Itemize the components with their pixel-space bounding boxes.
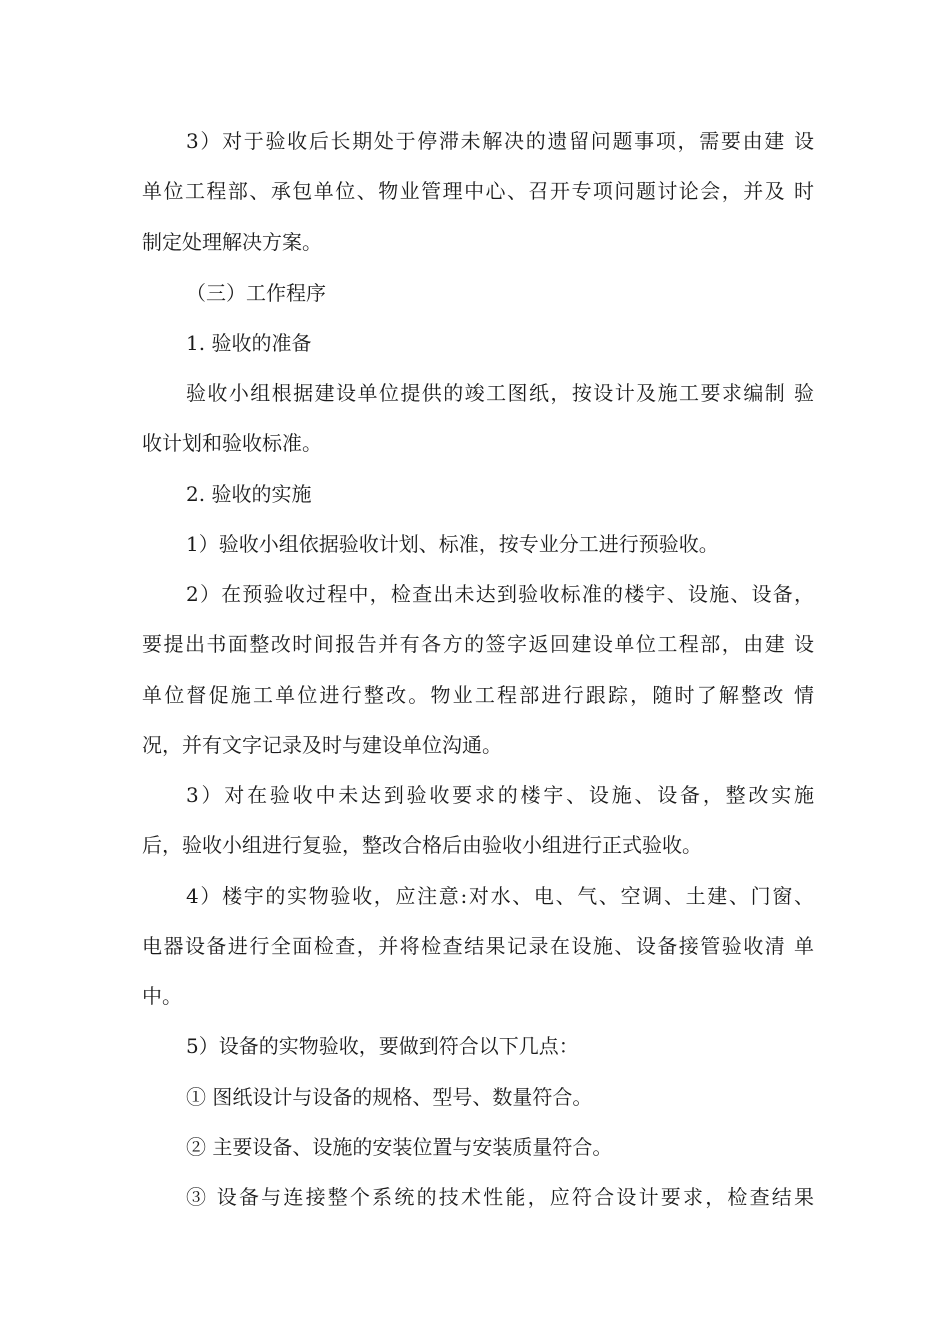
subsection-heading: 2. 验收的实施 [186,482,312,506]
paragraph-line: 1）验收小组依据验收计划、标准，按专业分工进行预验收。 [186,532,719,556]
paragraph-line: 制定处理解决方案。 [142,230,322,254]
paragraph-line: 后，验收小组进行复验，整改合格后由验收小组进行正式验收。 [142,833,702,857]
paragraph-line: 3）对在验收中未达到验收要求的楼宇、设施、设备，整改实施 [186,783,814,807]
paragraph-line: 5）设备的实物验收，要做到符合以下几点： [186,1034,579,1058]
section-heading: （三）工作程序 [186,281,326,305]
paragraph-line: 中。 [142,984,182,1008]
list-item: ① 图纸设计与设备的规格、型号、数量符合。 [186,1085,593,1109]
paragraph-line: 单位督促施工单位进行整改。物业工程部进行跟踪，随时了解整改 情 [142,683,814,707]
list-item: ② 主要设备、设施的安装位置与安装质量符合。 [186,1135,613,1159]
paragraph-line: 要提出书面整改时间报告并有各方的签字返回建设单位工程部，由建 设 [142,632,814,656]
paragraph-line: 电器设备进行全面检查，并将检查结果记录在设施、设备接管验收清 单 [142,934,814,958]
paragraph-line: 4）楼宇的实物验收，应注意:对水、电、气、空调、土建、门窗、 [186,884,814,908]
subsection-heading: 1. 验收的准备 [186,331,312,355]
paragraph-line: 收计划和验收标准。 [142,431,322,455]
paragraph-line: 2）在预验收过程中，检查出未达到验收标准的楼宇、设施、设备， [186,582,814,606]
list-item: ③ 设备与连接整个系统的技术性能，应符合设计要求，检查结果 [186,1185,814,1209]
paragraph-line: 3）对于验收后长期处于停滞未解决的遗留问题事项，需要由建 设 [186,129,814,153]
paragraph-line: 况，并有文字记录及时与建设单位沟通。 [142,733,502,757]
paragraph-line: 验收小组根据建设单位提供的竣工图纸，按设计及施工要求编制 验 [186,381,814,405]
paragraph-line: 单位工程部、承包单位、物业管理中心、召开专项问题讨论会，并及 时 [142,179,814,203]
